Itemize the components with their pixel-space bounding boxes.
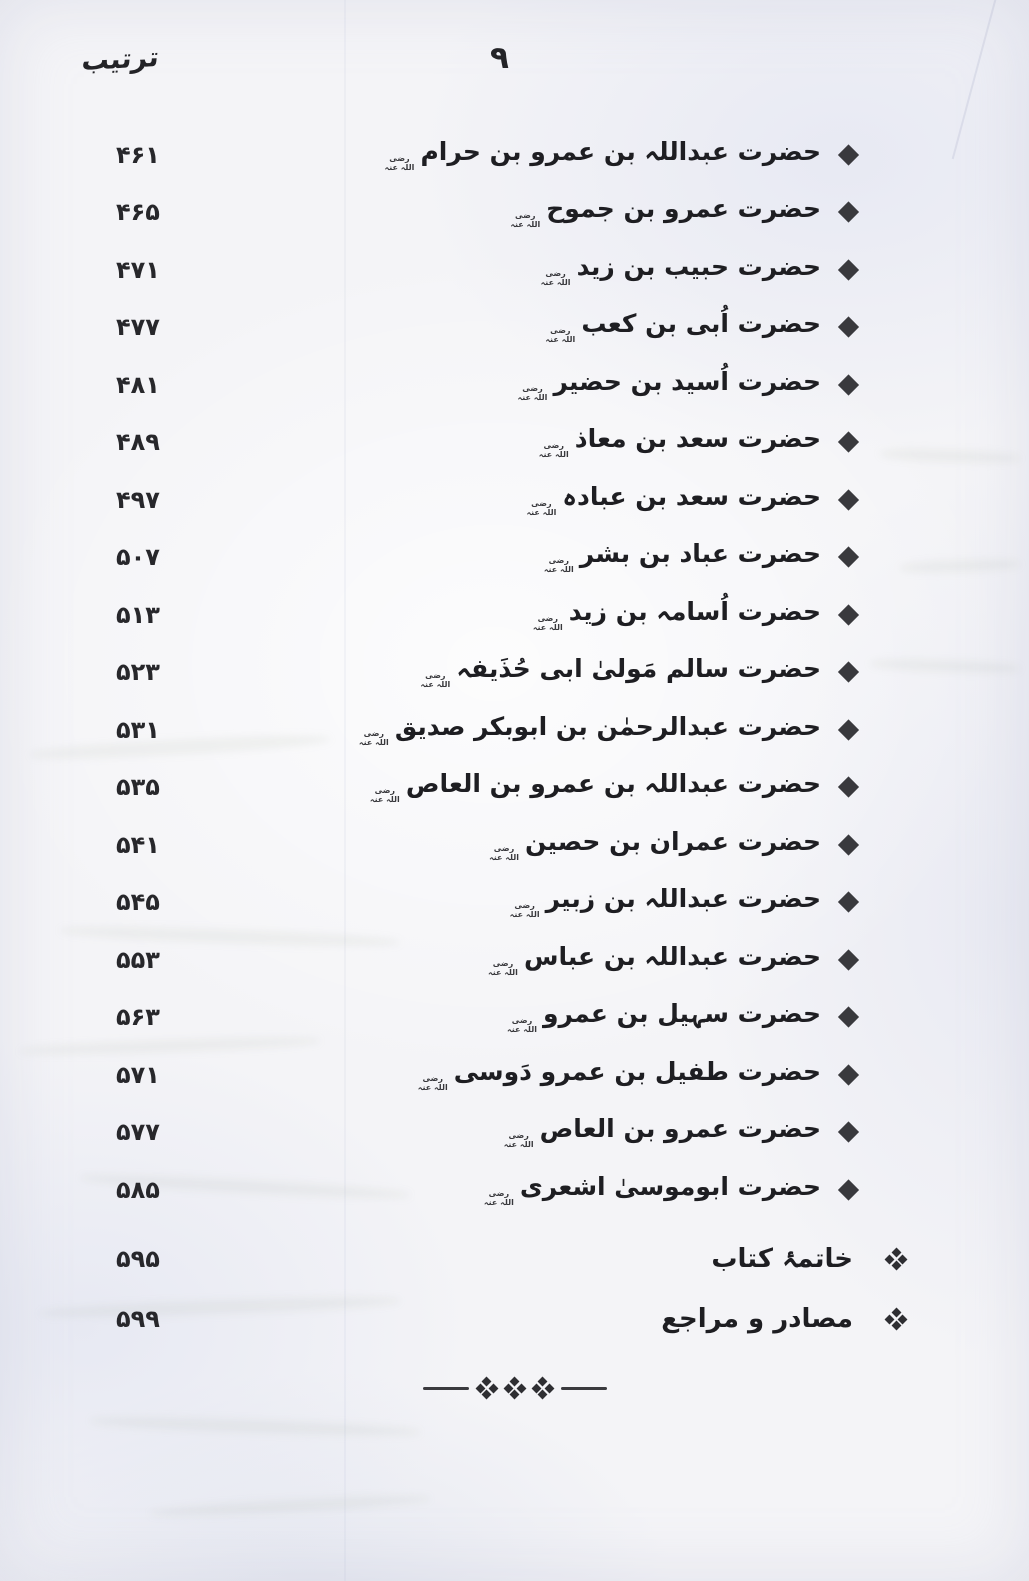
honorific-mark: رضی اللہ عنہ [545, 326, 576, 345]
toc-entry-title [516, 367, 821, 403]
diamond-bullet-icon [838, 259, 859, 280]
honorific-mark: رضی اللہ عنہ [540, 269, 571, 287]
toc-entry-row [0, 529, 1029, 587]
toc-entry-title [525, 482, 821, 518]
toc-entry-title [417, 1057, 821, 1093]
toc-entry-title [532, 597, 821, 633]
toc-entry-page-number: ۴۹۷ [116, 485, 160, 514]
diamond-bullet-icon [838, 144, 859, 165]
rule-line [423, 1387, 469, 1390]
toc-entry-title [540, 252, 821, 288]
entry-name-text: حضرت عبدالرحمٰن بن ابوبکر صدیق [394, 711, 821, 741]
toc-entry-title [487, 942, 821, 978]
entry-name-text: حضرت عمران بن حصین [525, 826, 821, 856]
toc-entry-row [0, 816, 1029, 874]
toc-entry-title [369, 769, 821, 805]
diamond-bullet-icon [838, 432, 859, 453]
toc-entry-title [506, 999, 821, 1035]
toc-entry-title [419, 654, 821, 690]
diamond-bullet-icon [838, 719, 859, 740]
toc-entry-page-number: ۴۸۹ [116, 428, 160, 457]
toc-entry-page-number: ۴۶۵ [116, 198, 160, 227]
toc-entry-page-number: ۴۷۷ [116, 313, 160, 342]
entry-name-text: خاتمۂ کتاب [711, 1244, 853, 1274]
page-number: ۹ [490, 40, 509, 76]
entry-name-text: حضرت عمرو بن جموح [546, 194, 821, 224]
toc-closing-list [0, 1229, 1029, 1349]
entry-name-text: حضرت اُسید بن حضیر [553, 366, 821, 396]
toc-entry-title [538, 424, 821, 460]
toc-entry-page-number: ۵۴۱ [116, 830, 160, 859]
toc-entry-row [0, 414, 1029, 472]
diamond-bullet-icon [838, 1007, 859, 1028]
honorific-mark: رضی اللہ عنہ [358, 729, 389, 747]
diamond-bullet-icon [838, 949, 859, 970]
entry-name-text: حضرت سالم مَولیٰ ابی حُذَیفہ [456, 654, 821, 684]
honorific-mark: رضی اللہ عنہ [526, 499, 557, 517]
entry-name-text: حضرت طفیل بن عمرو دَوسی [453, 1056, 821, 1086]
toc-entry-page-number: ۵۷۱ [116, 1060, 160, 1089]
toc-entry-page-number: ۵۰۷ [116, 543, 160, 572]
toc-entry-page-number: ۴۷۱ [116, 255, 160, 284]
entry-name-text: حضرت حبیب بن زید [576, 251, 821, 281]
entry-name-text: مصادر و مراجع [661, 1304, 853, 1334]
toc-entry-title [509, 884, 821, 920]
diamond-bullet-icon [838, 374, 859, 395]
toc-entry-page-number: ۴۶۱ [116, 140, 160, 169]
entry-name-text: حضرت عباد بن بشر [579, 539, 821, 569]
toc-entry-row [0, 759, 1029, 817]
toc-entry-row [0, 586, 1029, 644]
toc-closing-row [0, 1229, 1029, 1289]
diamond-bullet-icon [838, 662, 859, 683]
rule-line [561, 1387, 607, 1390]
entry-name-text: حضرت اُسامہ بن زید [568, 596, 821, 626]
toc-entry-page-number: ۴۸۱ [116, 370, 160, 399]
toc-entry-title [383, 137, 821, 173]
toc-entry-page-number: ۵۵۳ [116, 945, 160, 974]
honorific-mark: رضی اللہ عنہ [483, 1189, 514, 1207]
entry-name-text: حضرت سعد بن عبادہ [562, 481, 821, 511]
toc-closing-title [661, 1304, 853, 1334]
toc-entry-row [0, 356, 1029, 414]
entry-name-text: حضرت عمرو بن العاص [539, 1114, 821, 1144]
diamond-bullet-icon [838, 489, 859, 510]
four-diamond-bullet-icon [886, 1249, 906, 1269]
toc-entry-row [0, 931, 1029, 989]
honorific-mark: رضی اللہ عنہ [510, 211, 541, 230]
diamond-bullet-icon [838, 1179, 859, 1200]
toc-entry-page-number: ۵۴۵ [116, 888, 160, 917]
diamond-bullet-icon [838, 777, 859, 798]
diamond-bullet-icon [838, 547, 859, 568]
toc-entry-page-number: ۵۹۹ [116, 1305, 160, 1333]
honorific-mark: رضی اللہ عنہ [507, 1016, 537, 1035]
toc-entry-title [488, 827, 821, 863]
diamond-cluster-icon [477, 1378, 497, 1398]
toc-entry-row [0, 874, 1029, 932]
honorific-mark: رضی اللہ عنہ [417, 1074, 448, 1092]
diamond-bullet-icon [838, 1122, 859, 1143]
entry-name-text: حضرت عبداللہ بن عمرو بن العاص [405, 769, 821, 799]
toc-entry-row [0, 1046, 1029, 1104]
honorific-mark: رضی اللہ عنہ [384, 154, 415, 172]
toc-entry-row [0, 989, 1029, 1047]
diamond-cluster-icon [505, 1378, 525, 1398]
entry-name-text: حضرت عبداللہ بن عباس [523, 941, 821, 971]
diamond-cluster-icon [533, 1378, 553, 1398]
toc-entry-page-number: ۵۲۳ [116, 658, 160, 687]
diamond-bullet-icon [838, 317, 859, 338]
toc-entry-row [0, 241, 1029, 299]
toc-entry-page-number: ۵۶۳ [116, 1003, 160, 1032]
honorific-mark: رضی اللہ عنہ [369, 786, 400, 805]
diamond-bullet-icon [838, 604, 859, 625]
toc-entry-page-number: ۵۸۵ [116, 1175, 160, 1204]
diamond-bullet-icon [838, 202, 859, 223]
toc-entry-page-number: ۵۹۵ [116, 1245, 160, 1273]
honorific-mark: رضی اللہ عنہ [420, 671, 451, 690]
diamond-bullet-icon [838, 834, 859, 855]
toc-entry-page-number: ۵۳۵ [116, 773, 160, 802]
end-ornament [0, 1378, 1029, 1398]
toc-entry-title [509, 194, 821, 230]
toc-entry-row [0, 184, 1029, 242]
toc-entry-page-number: ۵۷۷ [116, 1118, 160, 1147]
honorific-mark: رضی اللہ عنہ [503, 1131, 534, 1150]
showthrough-blot [90, 1414, 420, 1439]
toc-list [0, 126, 1029, 1219]
entry-name-text: حضرت اُبی بن کعب [581, 309, 821, 339]
toc-entry-row [0, 299, 1029, 357]
honorific-mark: رضی اللہ عنہ [532, 614, 563, 632]
honorific-mark: رضی اللہ عنہ [488, 959, 518, 977]
page-title: ترتیب [80, 42, 161, 77]
diamond-bullet-icon [838, 892, 859, 913]
entry-name-text: حضرت ابوموسیٰ اشعری [519, 1171, 821, 1201]
honorific-mark: رضی اللہ عنہ [543, 556, 574, 575]
showthrough-blot [150, 1493, 430, 1520]
entry-name-text: حضرت عبداللہ بن عمرو بن حرام [420, 136, 821, 166]
toc-entry-row [0, 126, 1029, 184]
diamond-bullet-icon [838, 1064, 859, 1085]
toc-entry-row [0, 644, 1029, 702]
toc-entry-row [0, 1104, 1029, 1162]
four-diamond-bullet-icon [886, 1309, 906, 1329]
honorific-mark: رضی اللہ عنہ [517, 384, 548, 402]
entry-name-text: حضرت سہیل بن عمرو [542, 999, 821, 1029]
toc-entry-title [503, 1114, 821, 1150]
toc-entry-page-number: ۵۳۱ [116, 715, 160, 744]
toc-entry-title [543, 539, 821, 575]
toc-entry-page-number: ۵۱۳ [116, 600, 160, 629]
honorific-mark: رضی اللہ عنہ [489, 844, 519, 862]
toc-entry-title [544, 309, 821, 345]
toc-entry-row [0, 471, 1029, 529]
entry-name-text: حضرت عبداللہ بن زبیر [545, 884, 821, 914]
toc-closing-row [0, 1289, 1029, 1349]
honorific-mark: رضی اللہ عنہ [538, 441, 569, 460]
honorific-mark: رضی اللہ عنہ [509, 901, 540, 920]
toc-entry-title [483, 1172, 821, 1208]
toc-entry-row [0, 1161, 1029, 1219]
toc-closing-title [711, 1244, 853, 1274]
entry-name-text: حضرت سعد بن معاذ [574, 424, 821, 454]
toc-entry-row [0, 701, 1029, 759]
toc-entry-title [358, 712, 821, 748]
